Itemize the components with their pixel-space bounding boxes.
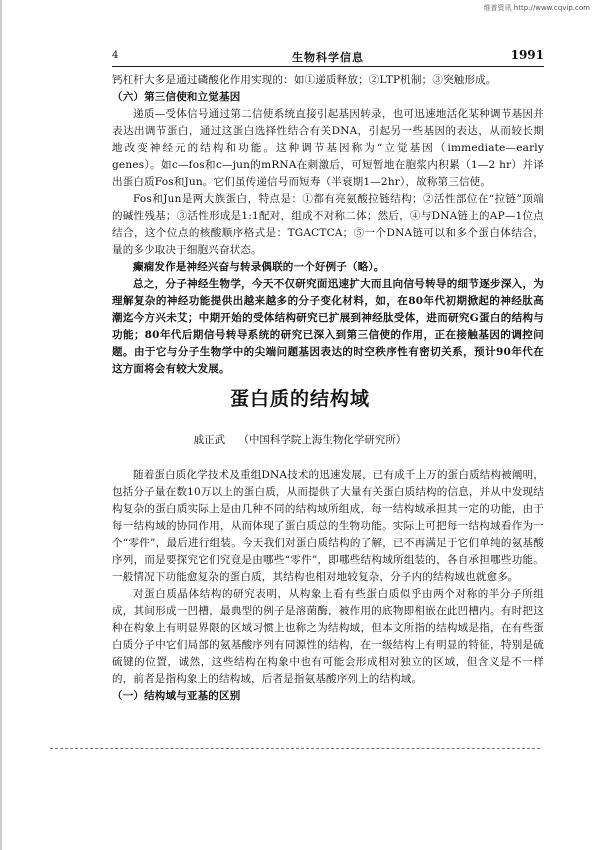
- previous-article-text: [112, 72, 544, 378]
- page-header: [112, 50, 544, 67]
- section-heading-six: （六）第三信使和立觉基因: [112, 91, 241, 103]
- divider: [50, 748, 540, 749]
- section-heading-one: （一）结构域与亚基的区别: [112, 690, 241, 702]
- author-name: 戚正武: [193, 434, 226, 446]
- article-body: [112, 467, 544, 705]
- page-number: 4: [112, 50, 119, 61]
- article-title: 蛋白质的结构域: [229, 388, 370, 410]
- paragraph: 随着蛋白质化学技术及重组DNA技术的迅速发展，已有成千上万的蛋白质结构被阐明，包括分子量在数10万以上的蛋白质，从而提供了大量有关蛋白质结构的信息，并从中发现结构复杂的蛋白质实际上是由几种不同的结构域所组成，每一结构域承担其一定的功能，由于每一结构域的协同作用，从而体现了蛋白质总的生物功能。实际上可把每一结构域看作为一个“零件”，最后进行组装。今天我们对蛋白质结构的了解，已不再满足于它们单纯的氨基酸序列，而是要探究它们究竟是由哪些“零件”，即哪些结构域所组装的，各自承担哪些功能。一般情况下功能愈复杂的蛋白质，其结构也相对地较复杂，分子内的结构域也就愈多。: [112, 469, 544, 583]
- year: 1991: [510, 48, 544, 62]
- scan-edge: [0, 0, 2, 850]
- author-affiliation: （中国科学院上海生物化学研究所）: [238, 434, 407, 446]
- paragraph: Fos和Jun是两大族蛋白，特点是：①都有亮氨酸拉链结构；②活性部位在“拉链”顶端的碱性残基；③活性形成是1:1配对，组成不对称二体；然后，④与DNA链上的AP—1位点结合，这个位点的核酸顺序格式是：TGACTCA；⑤一个DNA链可以和多个蛋白体结合，量的多少取决于细胞兴奋状态。: [112, 193, 544, 256]
- intro-line: 钙杠杆大多是通过磷酸化作用实现的：如①递质释放；②LTP机制；③突触形成。: [112, 74, 497, 86]
- paragraph: 总之，分子神经生物学，今天不仅研究面迅速扩大而且向信号转导的细节逐步深入，为理解复杂的神经功能提供出越来越多的分子变化材料，如，在80年代初期掀起的神经肽高潮迄今方兴未艾；中期开始的受体结构研究已扩展到神经肽受体，进而研究G蛋白的结构与功能；80年代后期信号转导系统的研究已深入到第三信使的作用，正在接触基因的调控问题。由于它与分子生物学中的尖端问题基因表达的时空秩序性有密切关系，预计90年代在这方面将会有较大发展。: [112, 278, 544, 375]
- paragraph: 癫痫发作是神经兴奋与转录偶联的一个好例子（略）。: [133, 261, 385, 273]
- paragraph: 递质—受体信号通过第二信使系统直接引起基因转录，也可迅速地活化某种调节基因并表达出调节蛋白，通过这蛋白选择性结合有关DNA，引起另一些基因的表达，从而较长期地改变神经元的结构和功能。这种调节基因称为“立觉基因（immediate—early genes）。如c—fos和c—jun的mRNA在刺激后，可短暂地在胞浆内积累（1—2 hr）并译出蛋白质Fos和Jun。它们虽传递信号而短寿（半衰期1—2hr），故称第三信使。: [112, 108, 544, 188]
- watermark: 维普资讯 http://www.cqvip.com: [483, 4, 590, 12]
- paragraph: 对蛋白质晶体结构的研究表明，从构象上看有些蛋白质似乎由两个对称的半分子所组成，其间形成一凹槽，最典型的例子是溶菌酶，被作用的底物即相嵌在此凹槽内。有时把这种在构象上有明显界限的区域习惯上也称之为结构域，但本文所指的结构域是指，在有些蛋白质分子中它们局部的氨基酸序列有同源性的结构，在一级结构上有明显的特征，特别是硫硫键的位置，诚然，这些结构在构象中也有可能会形成相对独立的区域，但含义是不一样的，前者是指构象上的结构域，后者是指氨基酸序列上的结构域。: [112, 588, 544, 685]
- author-line: [0, 432, 600, 447]
- journal-name: 生物科学信息: [292, 51, 364, 64]
